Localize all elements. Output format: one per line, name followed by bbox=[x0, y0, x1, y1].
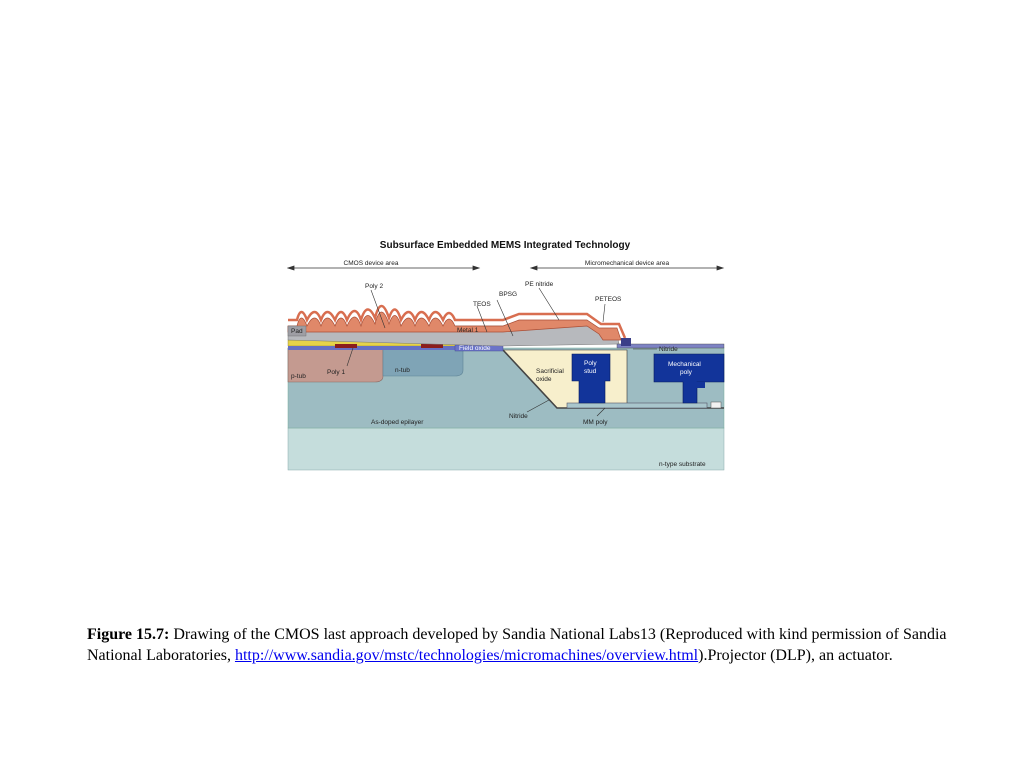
poly1-gate-b bbox=[421, 344, 443, 348]
metal1-label: Metal 1 bbox=[457, 327, 479, 334]
mm-poly-label: MM poly bbox=[583, 419, 608, 426]
poly1-label: Poly 1 bbox=[327, 369, 346, 376]
caption-label: Figure 15.7: bbox=[87, 626, 170, 643]
caption-text-before-link: Drawing of the CMOS last approach developed by Sandia National Labs13 (Reproduced with kind permission of Sandia National Laboratories, bbox=[87, 626, 947, 664]
poly2-label: Poly 2 bbox=[365, 283, 384, 290]
sacrificial-oxide-label-line1: Sacrificial bbox=[536, 368, 564, 375]
poly1-gate-a bbox=[335, 344, 357, 348]
sacrificial-oxide-label-line2: oxide bbox=[536, 376, 552, 383]
mechanical-poly-dimple bbox=[691, 382, 705, 388]
figure-caption bbox=[87, 624, 967, 666]
interconnect-plug bbox=[621, 338, 631, 346]
pe-nitride-label: PE nitride bbox=[525, 281, 554, 288]
epilayer-label: As-doped epilayer bbox=[371, 419, 424, 426]
teos-label: TEOS bbox=[473, 301, 491, 308]
n-tub-label: n-tub bbox=[395, 367, 410, 374]
mm-poly bbox=[567, 403, 707, 408]
mems-area-label: Micromechanical device area bbox=[584, 260, 670, 267]
caption-text-after-link: ).Projector (DLP), an actuator. bbox=[698, 647, 893, 664]
cmos-area-label: CMOS device area bbox=[343, 260, 399, 267]
mems-cross-section-figure bbox=[287, 236, 725, 472]
poly-stud-label-line2: stud bbox=[584, 368, 597, 375]
bpsg-label: BPSG bbox=[499, 291, 518, 298]
field-oxide-label: Field oxide bbox=[459, 345, 491, 352]
nitride-right-label: Nitride bbox=[659, 346, 678, 353]
substrate-label: n-type substrate bbox=[659, 461, 706, 468]
diagram-title: Subsurface Embedded MEMS Integrated Technology bbox=[379, 240, 631, 251]
p-tub-label: p-tub bbox=[291, 373, 306, 380]
mechanical-poly-label-line1: Mechanical bbox=[668, 361, 701, 368]
pad-label: Pad bbox=[291, 328, 303, 335]
mechanical-poly-anchor bbox=[711, 402, 721, 408]
poly-stud-label-line1: Poly bbox=[584, 360, 597, 367]
nitride-bottom-label: Nitride bbox=[509, 413, 528, 420]
peteos-label: PETEOS bbox=[595, 296, 622, 303]
mechanical-poly-label-line2: poly bbox=[680, 369, 692, 376]
sandia-link[interactable]: http://www.sandia.gov/mstc/technologies/micromachines/overview.html bbox=[234, 647, 699, 664]
